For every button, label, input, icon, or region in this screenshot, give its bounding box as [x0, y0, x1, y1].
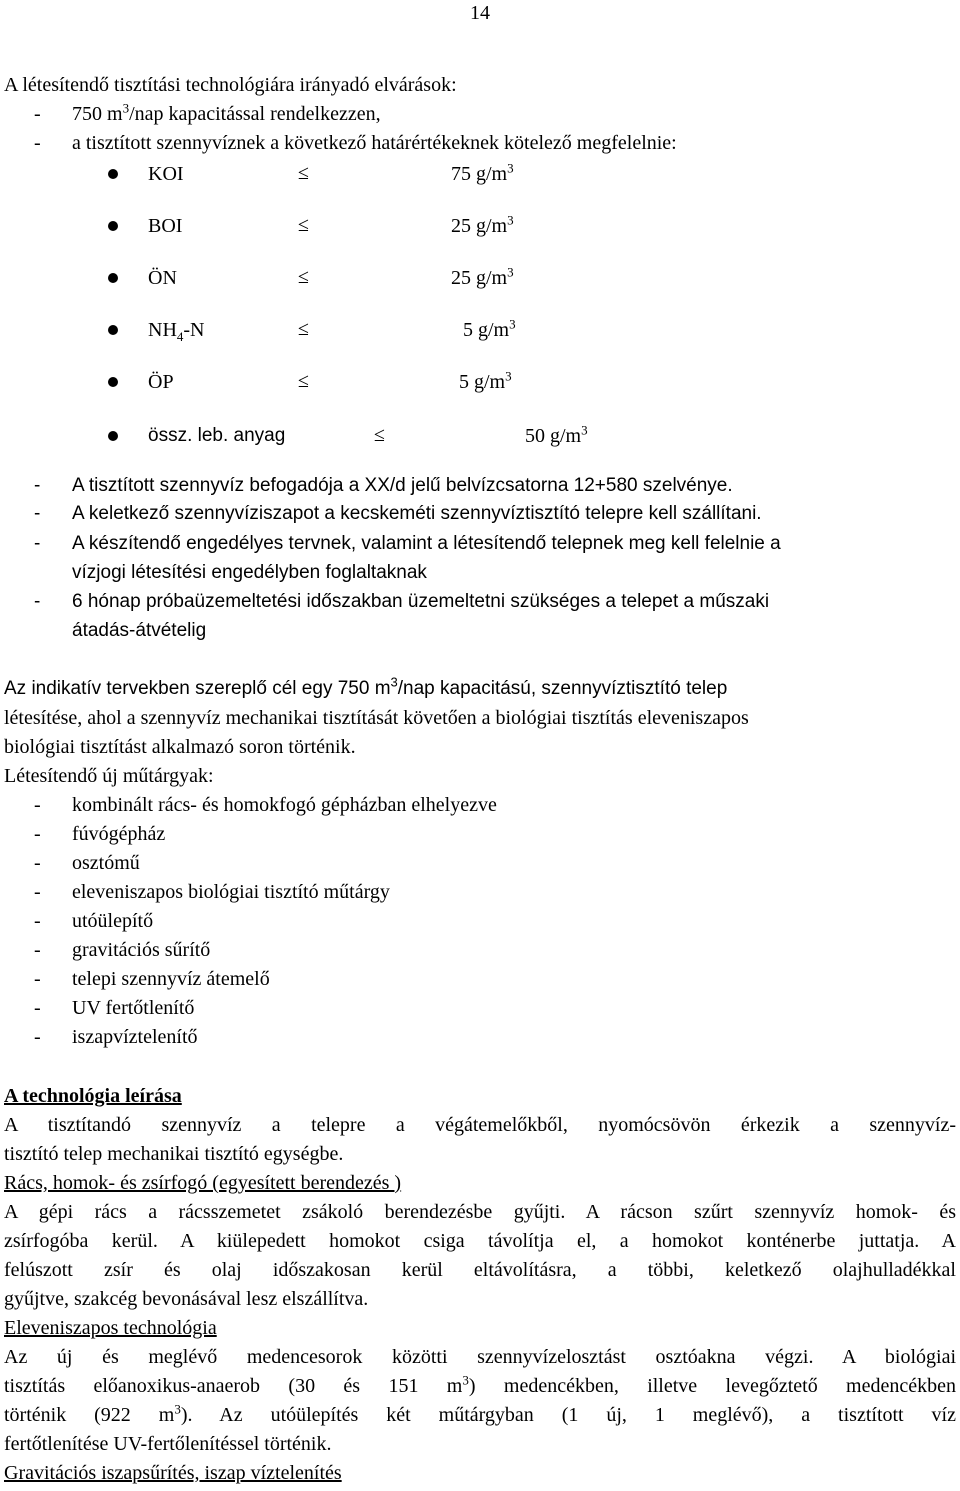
list-item: - iszapvíztelenítő: [34, 1026, 198, 1048]
screen-line3: felúszott zsír és olaj időszakosan kerül eltávolításra, a többi, keletkező olajhulladékkal: [4, 1259, 956, 1281]
limit-name: ÖP: [148, 371, 174, 393]
limit-name: ÖN: [148, 267, 177, 289]
indicative-para-line1: Az indikatív tervekben szereplő cél egy 750 $m^3$/nap kapacitású, szennyvíztisztító telep: [4, 674, 728, 699]
list-item: - kombinált rács- és homokfogó gépházban elhelyezve: [34, 794, 497, 816]
requirement-sludge: - A keletkező szennyvíziszapot a kecskeméti szennyvíztisztító telepre kell szállítani.: [34, 503, 762, 524]
dash-marker: -: [34, 103, 41, 125]
screen-section-heading: Rács, homok- és zsírfogó (egyesített berendezés ): [4, 1172, 402, 1194]
bullet-icon: [108, 325, 118, 335]
limit-name: $NH_4-N$: [148, 319, 205, 344]
limit-value: 50 $g/m^3$: [525, 422, 588, 447]
dash-marker: -: [34, 503, 41, 524]
activated-sludge-line4: fertőtlenítése UV-fertőlenítéssel történik.: [4, 1433, 332, 1455]
bullet-icon: [108, 273, 118, 283]
page-number: 14: [470, 2, 490, 24]
dash-marker: -: [34, 132, 41, 154]
new-structures-title: Létesítendő új műtárgyak:: [4, 765, 214, 787]
requirement-permit-cont: vízjogi létesítési engedélyben foglaltaknak: [72, 562, 427, 583]
activated-sludge-heading: Eleveniszapos technológia: [4, 1317, 217, 1339]
activated-sludge-line2: tisztítás előanoxikus-anaerob (30 és 151 $m^3$) medencékben, illetve levegőztető medencékben: [4, 1372, 956, 1397]
screen-line2: zsírfogóba kerül. A kiülepedett homokot csiga távolítja el, a homokot konténerbe juttatja. A: [4, 1230, 956, 1252]
limit-name: BOI: [148, 215, 183, 237]
requirement-trial: - 6 hónap próbaüzemeltetési időszakban üzemeltetni szükséges a telepet a műszaki: [34, 591, 770, 612]
less-equal-icon: ≤: [298, 318, 309, 340]
intro-line: A létesítendő tisztítási technológiára irányadó elvárások:: [4, 74, 457, 96]
list-item: - osztómű: [34, 852, 140, 874]
activated-sludge-line1: Az új és meglévő medencesorok közötti szennyvízelosztást osztóakna végzi. A biológiai: [4, 1346, 956, 1368]
limit-name: össz. leb. anyag: [148, 425, 286, 446]
dash-marker: -: [34, 533, 41, 554]
limit-value: 75 $g/m^3$: [451, 160, 514, 185]
requirement-trial-cont: átadás-átvételig: [72, 620, 207, 641]
list-item: - fúvógépház: [34, 823, 166, 845]
technology-line1: A tisztítandó szennyvíz a telepre a végátemelőkből, nyomócsövön érkezik a szennyvíz-: [4, 1114, 956, 1136]
list-item: - eleveniszapos biológiai tisztító műtárgy: [34, 881, 390, 903]
limit-value: 5 $g/m^3$: [463, 316, 516, 341]
list-item: - UV fertőtlenítő: [34, 997, 195, 1019]
bullet-icon: [108, 169, 118, 179]
requirement-capacity: - 750 $m^3$/nap kapacitással rendelkezzen,: [34, 100, 381, 125]
technology-heading: A technológia leírása: [4, 1085, 182, 1107]
screen-line4: gyűjtve, szakcég bevonásával lesz elszállítva.: [4, 1288, 369, 1310]
dash-marker: -: [34, 591, 41, 612]
requirement-receiver: - A tisztított szennyvíz befogadója a XX/d jelű belvízcsatorna 12+580 szelvénye.: [34, 475, 733, 496]
bullet-icon: [108, 221, 118, 231]
indicative-para-line3: biológiai tisztítást alkalmazó soron történik.: [4, 736, 356, 758]
limit-name: KOI: [148, 163, 184, 185]
less-equal-icon: ≤: [298, 214, 309, 236]
gravity-thickening-heading: Gravitációs iszapsűrítés, iszap víztelenítés: [4, 1462, 342, 1484]
bullet-icon: [108, 377, 118, 387]
dash-marker: -: [34, 475, 41, 496]
less-equal-icon: ≤: [298, 370, 309, 392]
limit-value: 25 $g/m^3$: [451, 212, 514, 237]
requirement-limits: - a tisztított szennyvíznek a következő határértékeknek kötelező megfelelnie:: [34, 132, 677, 154]
activated-sludge-line3: történik (922 $m^3$). Az utóülepítés két műtárgyban (1 új, 1 meglévő), a tisztított víz: [4, 1401, 956, 1426]
technology-line2: tisztító telep mechanikai tisztító egységbe.: [4, 1143, 344, 1165]
less-equal-icon: ≤: [298, 266, 309, 288]
screen-line1: A gépi rács a rácsszemetet zsákoló berendezésbe gyűjti. A rácson szűrt szennyvíz homok- és: [4, 1201, 956, 1223]
less-equal-icon: ≤: [298, 162, 309, 184]
list-item: - gravitációs sűrítő: [34, 939, 211, 961]
list-item: - telepi szennyvíz átemelő: [34, 968, 270, 990]
less-equal-icon: ≤: [374, 424, 385, 446]
limit-value: 25 $g/m^3$: [451, 264, 514, 289]
requirement-permit: - A készítendő engedélyes tervnek, valamint a létesítendő telepnek meg kell felelnie a: [34, 533, 781, 554]
limit-value: 5 $g/m^3$: [459, 368, 512, 393]
indicative-para-line2: létesítése, ahol a szennyvíz mechanikai tisztítását követően a biológiai tisztítás eleveniszapos: [4, 707, 749, 729]
bullet-icon: [108, 431, 118, 441]
list-item: - utóülepítő: [34, 910, 154, 932]
